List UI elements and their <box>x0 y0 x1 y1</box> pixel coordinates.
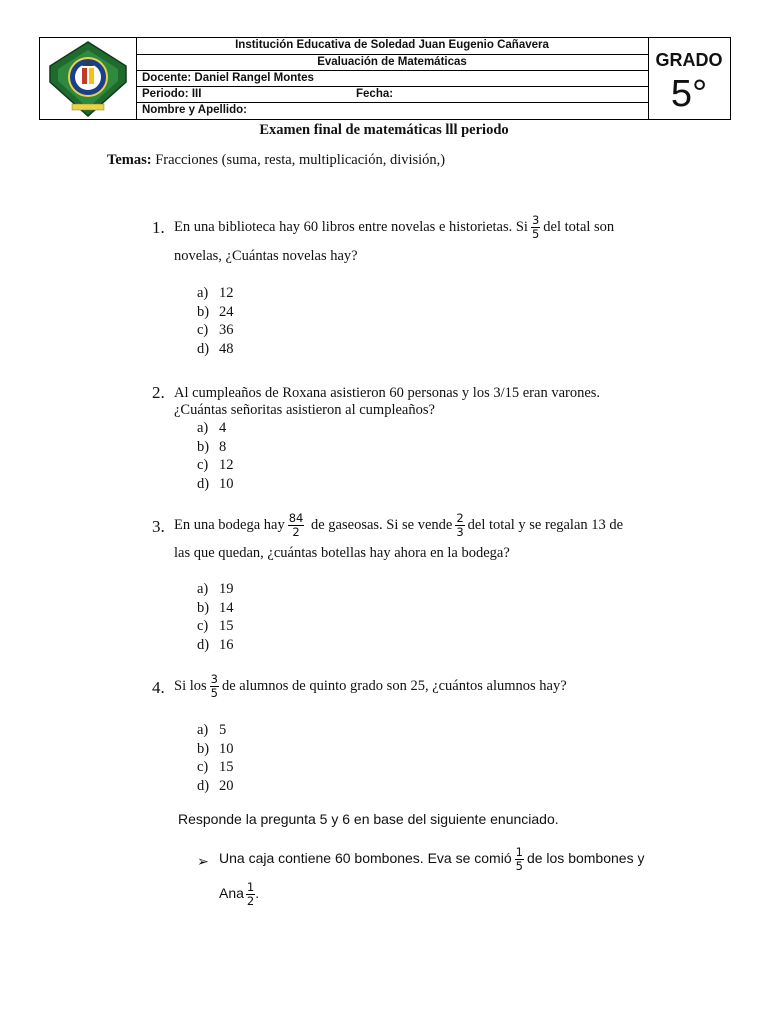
q1-frac-den: 5 <box>531 227 540 241</box>
statement-text-d: . <box>255 885 260 902</box>
option-value: 10 <box>219 740 234 757</box>
q4-number: 4. <box>152 678 165 697</box>
q3-text-a: En una bodega hay <box>174 516 285 533</box>
q1-text-a: En una biblioteca hay 60 libros entre novelas e historietas. Si <box>174 218 528 235</box>
institution-name: Institución Educativa de Soledad Juan Eugenio Cañavera <box>136 38 648 55</box>
q3-frac2-den: 3 <box>456 525 464 539</box>
option-value: 36 <box>219 322 234 338</box>
option-value: 8 <box>219 438 227 455</box>
q3-frac1-den: 2 <box>292 525 300 539</box>
statement-fraction-2 <box>246 881 255 908</box>
q3-fraction-1 <box>288 512 305 539</box>
option-letter: b) <box>197 438 210 455</box>
option-item[interactable] <box>197 599 234 618</box>
grade-label: GRADO <box>655 50 723 70</box>
option-value: 10 <box>219 475 234 492</box>
topics-label: Temas: <box>107 152 152 168</box>
option-letter: c) <box>197 457 209 473</box>
option-letter: c) <box>197 618 209 634</box>
option-item[interactable] <box>197 580 234 599</box>
q4-frac-num: 3 <box>210 672 218 686</box>
option-item[interactable] <box>197 303 234 322</box>
evaluation-title: Evaluación de Matemáticas <box>136 55 648 71</box>
q1-fraction <box>531 214 540 241</box>
option-item[interactable] <box>197 758 234 777</box>
period-field: Periodo: III <box>142 88 202 100</box>
q3-fraction-2 <box>455 512 464 539</box>
option-item[interactable] <box>197 475 234 494</box>
q1-line1 <box>174 214 614 241</box>
option-letter: d) <box>197 777 210 794</box>
option-letter: d) <box>197 340 210 357</box>
option-value: 19 <box>219 581 234 597</box>
q2-line2: ¿Cuántas señoritas asistieron al cumpleaños? <box>174 402 435 418</box>
teacher-field: Docente: Daniel Rangel Montes <box>136 71 648 87</box>
grade-box <box>648 38 730 119</box>
q4-text-b: de alumnos de quinto grado son 25, ¿cuántos alumnos hay? <box>221 677 567 694</box>
statement-bullet: ➢ <box>197 853 209 869</box>
option-letter: a) <box>197 581 209 597</box>
statement-fraction-1 <box>515 846 524 873</box>
statement-text-c: Ana <box>219 885 244 902</box>
option-value: 16 <box>219 636 234 653</box>
q4-text-a: Si los <box>174 677 207 694</box>
option-value: 15 <box>219 618 234 634</box>
q4-fraction <box>210 673 219 700</box>
topics-line <box>107 152 445 169</box>
q2-line1: Al cumpleaños de Roxana asistieron 60 personas y los 3/15 eran varones. <box>174 385 601 401</box>
option-letter: a) <box>197 285 209 301</box>
option-item[interactable] <box>197 456 234 475</box>
statement-text-b: de los bombones y <box>526 850 645 867</box>
q3-frac1-num: 84 <box>288 511 304 525</box>
option-letter: d) <box>197 636 210 653</box>
q1-text-b: del total son <box>543 218 615 235</box>
q3-frac2-num: 2 <box>456 511 464 525</box>
option-letter: c) <box>197 322 209 338</box>
q4-frac-den: 5 <box>210 686 218 700</box>
option-letter: b) <box>197 740 210 757</box>
school-crest-icon <box>40 38 136 119</box>
option-item[interactable] <box>197 321 234 340</box>
option-value: 12 <box>219 285 234 301</box>
q1-line2: novelas, ¿Cuántas novelas hay? <box>174 248 358 264</box>
option-letter: d) <box>197 475 210 492</box>
option-item[interactable] <box>197 777 234 796</box>
statement-frac1-den: 5 <box>515 859 523 873</box>
q3-text-c: del total y se regalan 13 de <box>467 516 624 533</box>
q3-options <box>197 580 234 654</box>
q2-options <box>197 419 234 493</box>
statement-frac2-den: 2 <box>246 894 255 908</box>
option-letter: a) <box>197 722 209 738</box>
option-item[interactable] <box>197 419 234 438</box>
q1-options <box>197 284 234 358</box>
option-value: 24 <box>219 303 234 320</box>
q3-text-b: de gaseosas. Si se vende <box>311 516 453 533</box>
statement-text-a: Una caja contiene 60 bombones. Eva se comió <box>219 850 512 867</box>
statement-line2 <box>219 881 259 908</box>
option-value: 20 <box>219 777 234 794</box>
grade-value: 5° <box>670 73 708 115</box>
option-item[interactable] <box>197 284 234 303</box>
option-value: 48 <box>219 340 234 357</box>
option-item[interactable] <box>197 617 234 636</box>
header-table <box>39 37 731 120</box>
q2-number: 2. <box>152 383 165 402</box>
date-field[interactable]: Fecha: <box>356 88 394 100</box>
option-value: 4 <box>219 420 227 436</box>
option-value: 5 <box>219 722 227 738</box>
option-item[interactable] <box>197 636 234 655</box>
q1-number: 1. <box>152 218 165 237</box>
option-letter: c) <box>197 759 209 775</box>
option-item[interactable] <box>197 721 234 740</box>
option-item[interactable] <box>197 438 234 457</box>
topics-text: Fracciones (suma, resta, multiplicación, división,) <box>155 152 446 168</box>
option-letter: a) <box>197 420 209 436</box>
header-info <box>136 38 649 119</box>
option-value: 12 <box>219 457 234 473</box>
option-item[interactable] <box>197 740 234 759</box>
instructions-text: Responde la pregunta 5 y 6 en base del siguiente enunciado. <box>178 811 559 827</box>
statement-frac2-num: 1 <box>246 880 255 894</box>
q3-number: 3. <box>152 517 165 536</box>
q4-options <box>197 721 234 795</box>
period-row <box>136 87 648 103</box>
q3-line2: las que quedan, ¿cuántas botellas hay ahora en la bodega? <box>174 545 510 561</box>
option-letter: b) <box>197 599 210 616</box>
name-field[interactable]: Nombre y Apellido: <box>142 104 247 116</box>
q1-frac-num: 3 <box>531 213 540 227</box>
statement-frac1-num: 1 <box>515 845 523 859</box>
option-value: 14 <box>219 599 234 616</box>
option-value: 15 <box>219 759 234 775</box>
option-item[interactable] <box>197 340 234 359</box>
statement-line1 <box>219 846 644 873</box>
exam-title: Examen final de matemáticas lll periodo <box>259 122 509 138</box>
q3-line1 <box>174 512 623 539</box>
school-logo-cell <box>40 38 137 119</box>
q4-line1 <box>174 673 567 700</box>
option-letter: b) <box>197 303 210 320</box>
